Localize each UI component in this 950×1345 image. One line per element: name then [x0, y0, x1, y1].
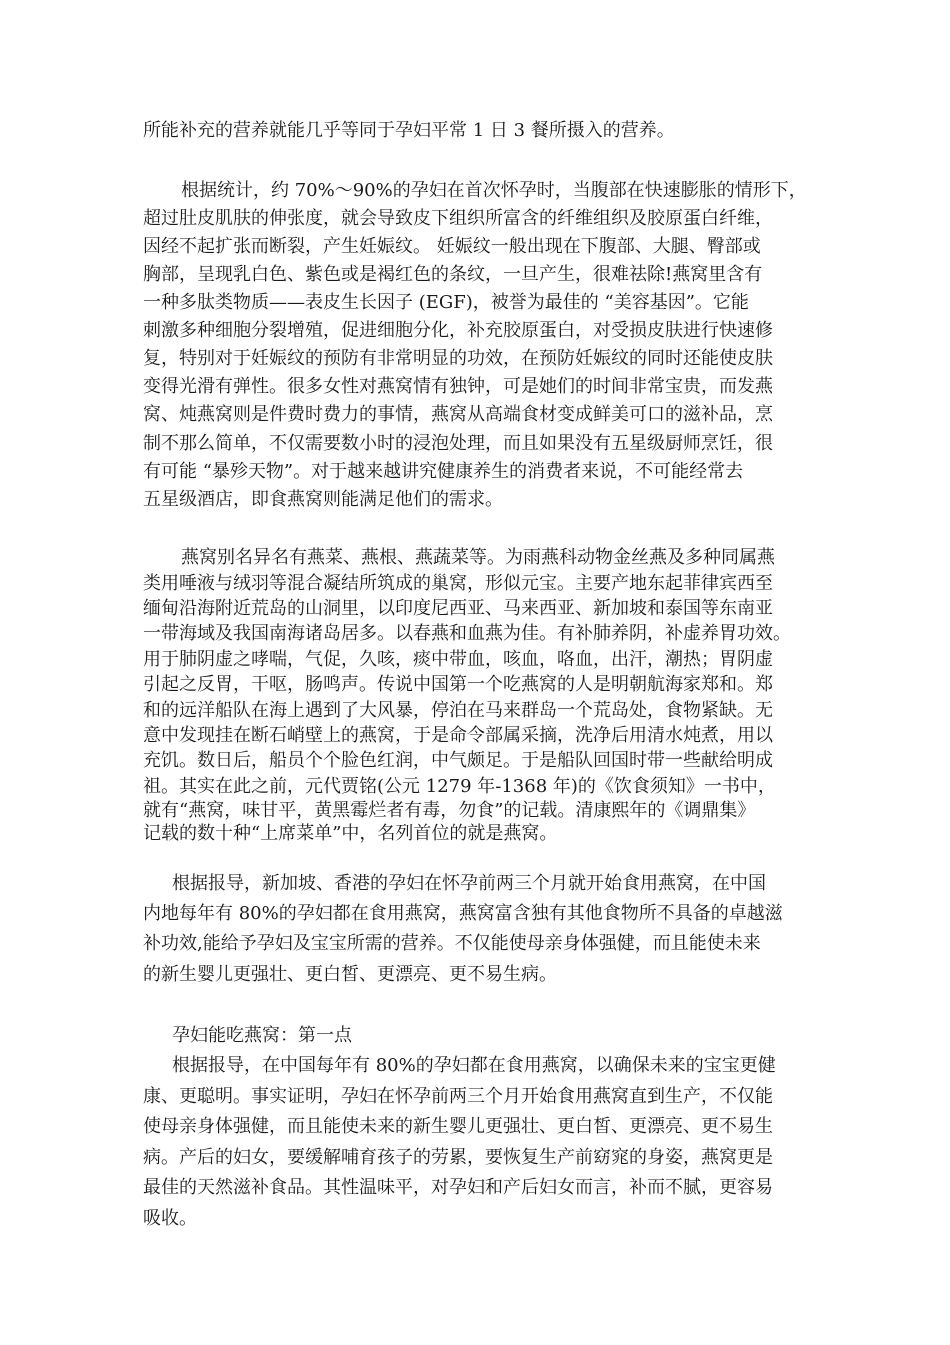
text-line: 记载的数十种“上席菜单”中，名列首位的就是燕窝。	[143, 823, 558, 844]
text-line: 补功效,能给予孕妇及宝宝所需的营养。不仅能使母亲身体强健，而且能使未来	[143, 933, 761, 954]
text-line: 使母亲身体强健，而且能使未来的新生婴儿更强壮、更白皙、更漂亮、更不易生	[143, 1116, 773, 1137]
text-line: 祖。其实在此之前，元代贾铭(公元 1279 年-1368 年)的《饮食须知》一书中，	[143, 776, 776, 797]
text-line: 用于肺阴虚之哮喘，气促，久咳，痰中带血，咳血，咯血，出汗，潮热；胃阴虚	[143, 649, 773, 670]
text-line: 缅甸沿海附近荒岛的山洞里，以印度尼西亚、马来西亚、新加坡和泰国等东南亚	[143, 598, 773, 619]
text-line: 一带海域及我国南海诸岛居多。以春燕和血燕为佳。有补肺养阴，补虚养胃功效。	[143, 623, 791, 644]
text-line: 有可能 “暴殄天物”。对于越来越讲究健康养生的消费者来说，不可能经常去	[143, 461, 744, 482]
text-line: 内地每年有 80%的孕妇都在食用燕窝，燕窝富含独有其他食物所不具备的卓越滋	[143, 903, 783, 924]
text-line: 因经不起扩张而断裂，产生妊娠纹。 妊娠纹一般出现在下腹部、大腿、臀部或	[143, 236, 761, 257]
text-line: 最佳的天然滋补食品。其性温味平，对孕妇和产后妇女而言，补而不腻，更容易	[143, 1177, 773, 1198]
text-line: 类用唾液与绒羽等混合凝结所筑成的巢窝，形似元宝。主要产地东起菲律宾西至	[143, 573, 773, 594]
text-line: 引起之反胃，干呕，肠鸣声。传说中国第一个吃燕窝的人是明朝航海家郑和。郑	[143, 674, 773, 695]
text-line: 根据报导，新加坡、香港的孕妇在怀孕前两三个月就开始食用燕窝，在中国	[172, 873, 766, 894]
text-line: 变得光滑有弹性。很多女性对燕窝情有独钟，可是她们的时间非常宝贵，而发燕	[143, 376, 773, 397]
text-line: 就有“燕窝，味甘平，黄黑霉烂者有毒，勿食”的记载。清康熙年的《调鼎集》	[143, 800, 756, 821]
text-line: 窝、炖燕窝则是件费时费力的事情，燕窝从高端食材变成鲜美可口的滋补品，烹	[143, 404, 773, 425]
text-line: 的新生婴儿更强壮、更白皙、更漂亮、更不易生病。	[143, 964, 557, 985]
text-line: 根据报导，在中国每年有 80%的孕妇都在食用燕窝，以确保未来的宝宝更健	[172, 1055, 776, 1076]
text-line: 根据统计，约 70%～90%的孕妇在首次怀孕时，当腹部在快速膨胀的情形下，	[181, 180, 807, 201]
text-line: 胸部，呈现乳白色、紫色或是褐红色的条纹，一旦产生，很难祛除!燕窝里含有	[143, 264, 763, 285]
section-heading: 孕妇能吃燕窝：第一点	[172, 1025, 352, 1046]
text-line: 复，特别对于妊娠纹的预防有非常明显的功效，在预防妊娠纹的同时还能使皮肤	[143, 348, 773, 369]
text-line: 一种多肽类物质——表皮生长因子 (EGF)，被誉为最佳的 “美容基因”。它能	[143, 292, 749, 313]
text-line: 超过肚皮肌肤的伸张度，就会导致皮下组织所富含的纤维组织及胶原蛋白纤维，	[143, 208, 773, 229]
text-line: 和的远洋船队在海上遇到了大风暴，停泊在马来群岛一个荒岛处，食物紧缺。无	[143, 700, 773, 721]
text-line: 病。产后的妇女，要缓解哺育孩子的劳累，要恢复生产前窈窕的身姿，燕窝更是	[143, 1147, 773, 1168]
text-line: 五星级酒店，即食燕窝则能满足他们的需求。	[143, 489, 503, 510]
text-line: 充饥。数日后，船员个个脸色红润，中气颇足。于是船队回国时带一些献给明成	[143, 750, 773, 771]
text-line: 康、更聪明。事实证明，孕妇在怀孕前两三个月开始食用燕窝直到生产，不仅能	[143, 1086, 773, 1107]
text-line: 所能补充的营养就能几乎等同于孕妇平常 1 日 3 餐所摄入的营养。	[143, 120, 675, 141]
text-line: 制不那么简单，不仅需要数小时的浸泡处理，而且如果没有五星级厨师烹饪，很	[143, 433, 773, 454]
text-line: 燕窝别名异名有燕菜、燕根、燕蔬菜等。为雨燕科动物金丝燕及多种同属燕	[181, 547, 775, 568]
text-line: 意中发现挂在断石峭壁上的燕窝，于是命令部属采摘，洗净后用清水炖煮，用以	[143, 725, 773, 746]
text-line: 刺激多种细胞分裂增殖，促进细胞分化，补充胶原蛋白，对受损皮肤进行快速修	[143, 320, 773, 341]
text-line: 吸收。	[143, 1208, 197, 1229]
